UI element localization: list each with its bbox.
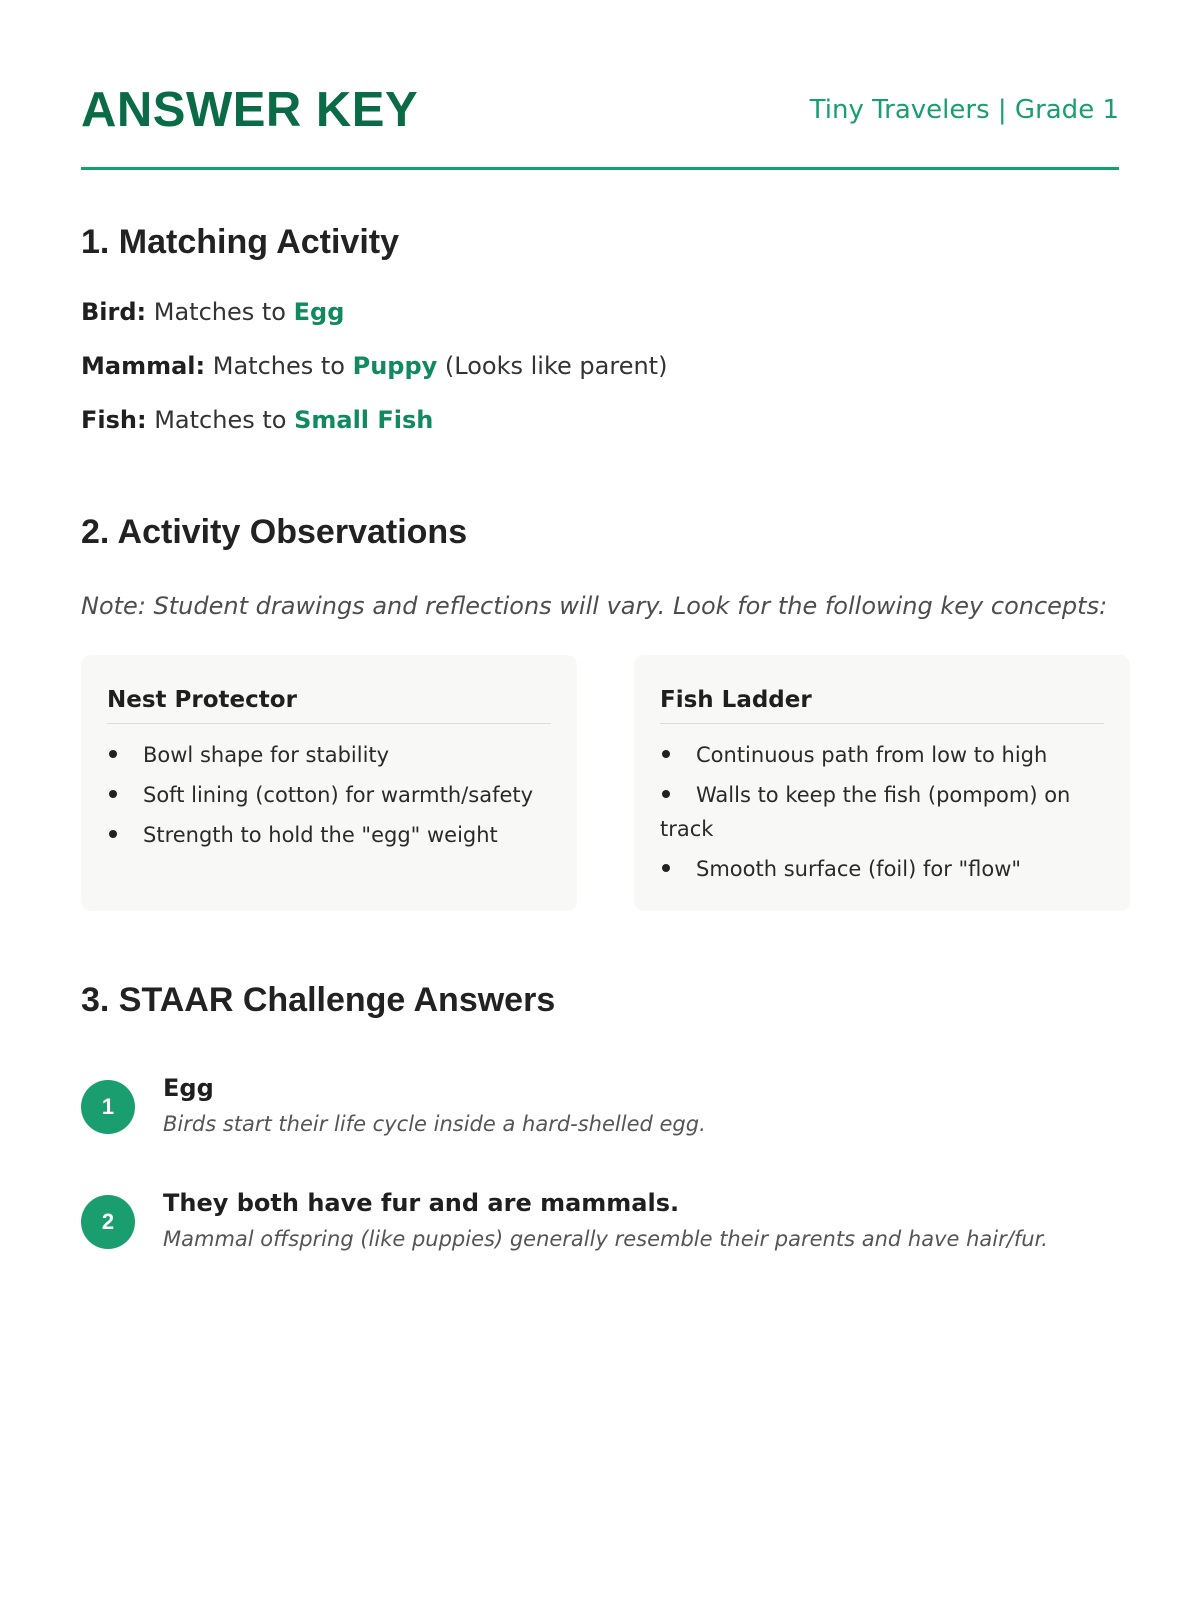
page-title: ANSWER KEY	[81, 83, 419, 137]
section-title-observations: 2. Activity Observations	[81, 513, 468, 551]
list-item	[660, 852, 1104, 886]
match-label: Bird:	[81, 298, 147, 326]
match-row-fish	[81, 404, 433, 436]
card-nest-protector	[81, 655, 577, 911]
observations-note: Note: Student drawings and reflections will vary. Look for the following key concepts:	[81, 592, 1108, 620]
list-item-text: Bowl shape for stability	[143, 743, 390, 767]
answer-explanation: Mammal offspring (like puppies) generally resemble their parents and have hair/fur.	[163, 1227, 1048, 1251]
match-answer: Puppy	[352, 352, 438, 380]
answer-text: They both have fur and are mammals.	[163, 1189, 680, 1217]
match-label: Fish:	[81, 406, 147, 434]
bullet-icon	[662, 790, 670, 798]
card-list	[660, 738, 1104, 886]
list-item	[660, 778, 1104, 846]
card-list	[107, 738, 551, 852]
list-item	[660, 738, 1104, 772]
bullet-icon	[662, 750, 670, 758]
answer-text: Egg	[163, 1074, 214, 1102]
answer-explanation: Birds start their life cycle inside a hard-shelled egg.	[163, 1112, 706, 1136]
card-title: Nest Protector	[107, 685, 551, 724]
list-item-text: Strength to hold the "egg" weight	[143, 823, 498, 847]
match-prefix: Matches to	[146, 406, 295, 434]
list-item-text: Soft lining (cotton) for warmth/safety	[143, 783, 534, 807]
list-item	[107, 818, 551, 852]
bullet-icon	[109, 790, 117, 798]
bullet-icon	[662, 864, 670, 872]
answer-number-badge: 1	[81, 1080, 135, 1134]
list-item	[107, 778, 551, 812]
page-header	[81, 0, 1119, 170]
list-item-text: Continuous path from low to high	[696, 743, 1048, 767]
match-row-mammal	[81, 350, 667, 382]
match-row-bird	[81, 296, 344, 328]
answer-item-2	[81, 1187, 1121, 1267]
card-fish-ladder	[634, 655, 1130, 911]
answer-number-badge: 2	[81, 1195, 135, 1249]
match-answer: Egg	[293, 298, 345, 326]
match-prefix: Matches to	[205, 352, 353, 380]
list-item-text: Smooth surface (foil) for "flow"	[696, 857, 1022, 881]
card-title: Fish Ladder	[660, 685, 1104, 724]
bullet-icon	[109, 750, 117, 758]
match-suffix: (Looks like parent)	[437, 352, 668, 380]
page-subtitle: Tiny Travelers | Grade 1	[809, 95, 1119, 125]
match-prefix: Matches to	[146, 298, 294, 326]
list-item	[107, 738, 551, 772]
bullet-icon	[109, 830, 117, 838]
match-answer: Small Fish	[294, 406, 434, 434]
match-label: Mammal:	[81, 352, 206, 380]
section-title-staar: 3. STAAR Challenge Answers	[81, 981, 556, 1019]
answer-item-1	[81, 1072, 1121, 1152]
list-item-text: Walls to keep the fish (pompom) on track	[660, 783, 1071, 841]
section-title-matching: 1. Matching Activity	[81, 223, 400, 261]
